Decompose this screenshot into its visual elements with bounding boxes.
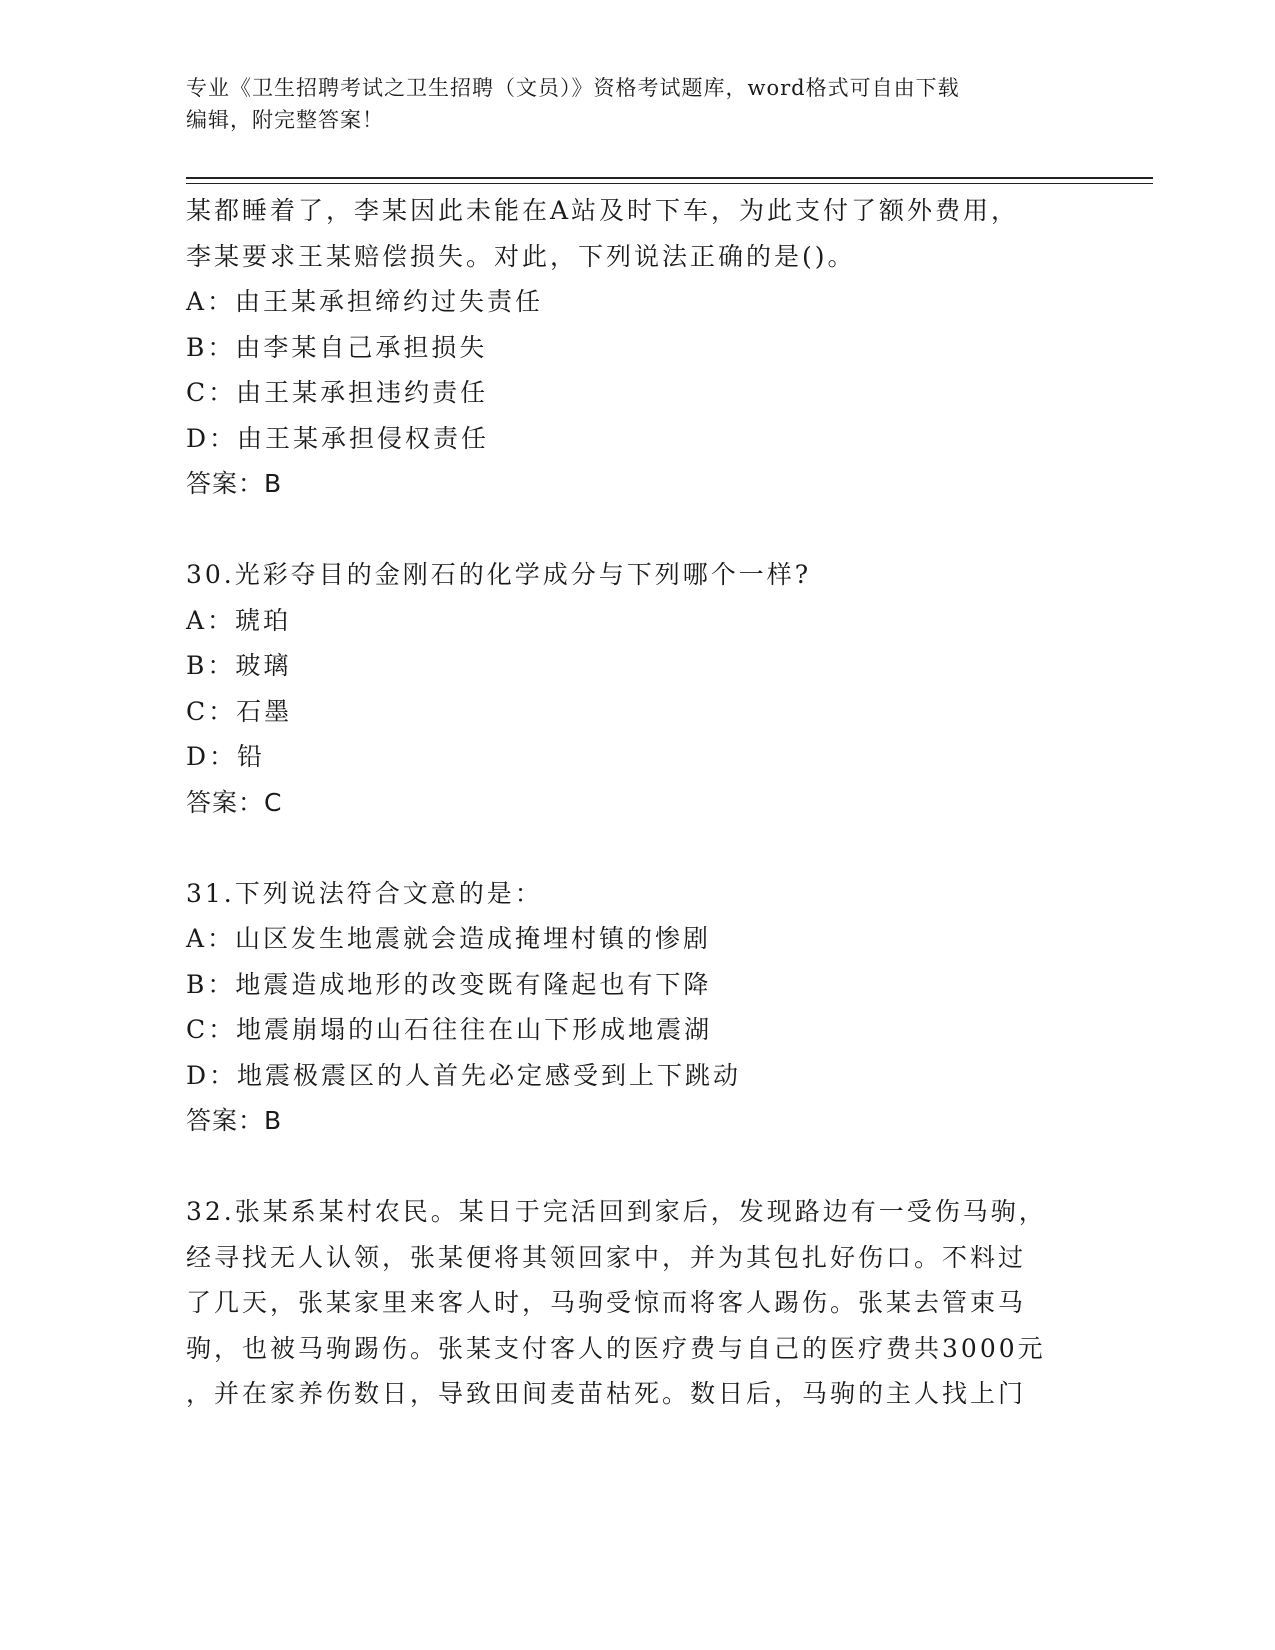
option-a: A：由王某承担缔约过失责任	[186, 287, 544, 316]
option-d: D：铅	[186, 742, 266, 771]
question-stem: 31.下列说法符合文意的是：	[186, 878, 543, 908]
answer-line: 答案：B	[186, 469, 283, 498]
option-a: A：山区发生地震就会造成掩埋村镇的惨剧	[186, 924, 712, 953]
option-b: B：玻璃	[186, 651, 292, 680]
option-d: D：由王某承担侵权责任	[186, 423, 490, 453]
document-header	[186, 72, 1086, 136]
question-stem: 30.光彩夺目的金刚石的化学成分与下列哪个一样?	[186, 560, 812, 589]
option-b: B：由李某自己承担损失	[186, 332, 488, 362]
answer-line: 答案：B	[186, 1106, 283, 1135]
option-b: B：地震造成地形的改变既有隆起也有下降	[186, 969, 712, 999]
option-d: D：地震极震区的人首先必定感受到上下跳动	[186, 1060, 742, 1090]
option-a: A：琥珀	[186, 605, 292, 635]
question-32	[186, 1189, 1086, 1417]
spacer	[186, 825, 1086, 871]
answer-line: 答案：C	[186, 787, 283, 817]
question-text-line: ，并在家养伤数日，导致田间麦苗枯死。数日后，马驹的主人找上门	[186, 1379, 1027, 1408]
question-31	[186, 871, 1086, 1144]
question-text-line: 经寻找无人认领，张某便将其领回家中，并为其包扎好伤口。不料过	[186, 1242, 1027, 1272]
question-text-line: 32.张某系某村农民。某日于完活回到家后，发现路边有一受伤马驹，	[186, 1197, 1047, 1226]
option-c: C：由王某承担违约责任	[186, 378, 489, 407]
question-29-continuation	[186, 188, 1086, 507]
option-c: C：地震崩塌的山石往往在山下形成地震湖	[186, 1015, 713, 1044]
spacer	[186, 1144, 1086, 1190]
header-divider-thin	[186, 183, 1153, 184]
spacer	[186, 507, 1086, 553]
question-30	[186, 552, 1086, 825]
question-text-line: 李某要求王某赔偿损失。对此，下列说法正确的是()。	[186, 241, 856, 271]
question-text-line: 了几天，张某家里来客人时，马驹受惊而将客人踢伤。张某去管束马	[186, 1288, 1027, 1317]
option-c: C：石墨	[186, 696, 293, 726]
question-content	[186, 188, 1086, 1417]
question-text-line: 某都睡着了，李某因此未能在A站及时下车，为此支付了额外费用，	[186, 196, 1020, 225]
header-line-1: 专业《卫生招聘考试之卫生招聘（文员）》资格考试题库，word格式可自由下载	[186, 76, 960, 100]
header-divider-thick	[186, 177, 1153, 179]
question-text-line: 驹，也被马驹踢伤。张某支付客人的医疗费与自己的医疗费共3000元	[186, 1333, 1046, 1363]
header-line-2: 编辑，附完整答案！	[186, 108, 384, 132]
